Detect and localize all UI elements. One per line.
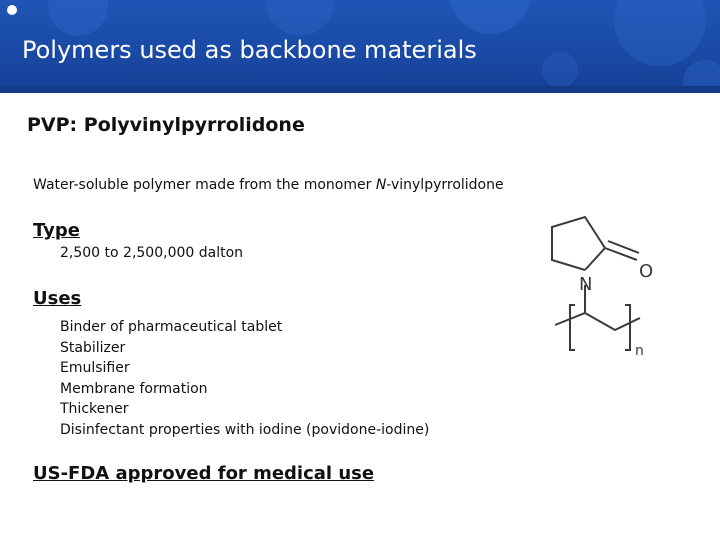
use-item-disinfectant: Disinfectant properties with iodine (povidone-iodine) bbox=[60, 421, 430, 438]
pyrrolidone-ring bbox=[552, 217, 605, 270]
pvp-structure-diagram bbox=[535, 215, 675, 365]
description-italic: N bbox=[375, 177, 387, 193]
header-band bbox=[0, 86, 720, 93]
slide-subtitle: PVP: Polyvinylpyrrolidone bbox=[27, 114, 305, 136]
title-banner bbox=[0, 0, 720, 93]
uses-list bbox=[60, 317, 429, 440]
oxygen-atom: O bbox=[639, 261, 654, 282]
polymer-backbone bbox=[555, 313, 640, 330]
description-prefix: Water-soluble polymer made from the monomer bbox=[33, 177, 376, 193]
slide-title: Polymers used as backbone materials bbox=[22, 36, 477, 64]
repeat-subscript: n bbox=[635, 343, 644, 359]
fda-approval: US-FDA approved for medical use bbox=[33, 463, 375, 484]
repeat-bracket-left bbox=[570, 305, 575, 350]
ring-bond-n bbox=[585, 248, 605, 270]
use-item-membrane: Membrane formation bbox=[60, 380, 208, 397]
nitrogen-atom: N bbox=[579, 274, 593, 295]
use-item-binder: Binder of pharmaceutical tablet bbox=[60, 319, 283, 335]
use-item-stabilizer: Stabilizer bbox=[60, 339, 126, 356]
type-value: 2,500 to 2,500,000 dalton bbox=[60, 245, 244, 261]
use-item-thickener: Thickener bbox=[60, 401, 129, 417]
description bbox=[33, 177, 504, 193]
use-item-emulsifier: Emulsifier bbox=[60, 360, 130, 376]
repeat-bracket-right bbox=[625, 305, 630, 350]
description-suffix: -vinylpyrrolidone bbox=[386, 177, 504, 193]
uses-heading: Uses bbox=[33, 288, 82, 309]
type-heading: Type bbox=[33, 220, 80, 241]
